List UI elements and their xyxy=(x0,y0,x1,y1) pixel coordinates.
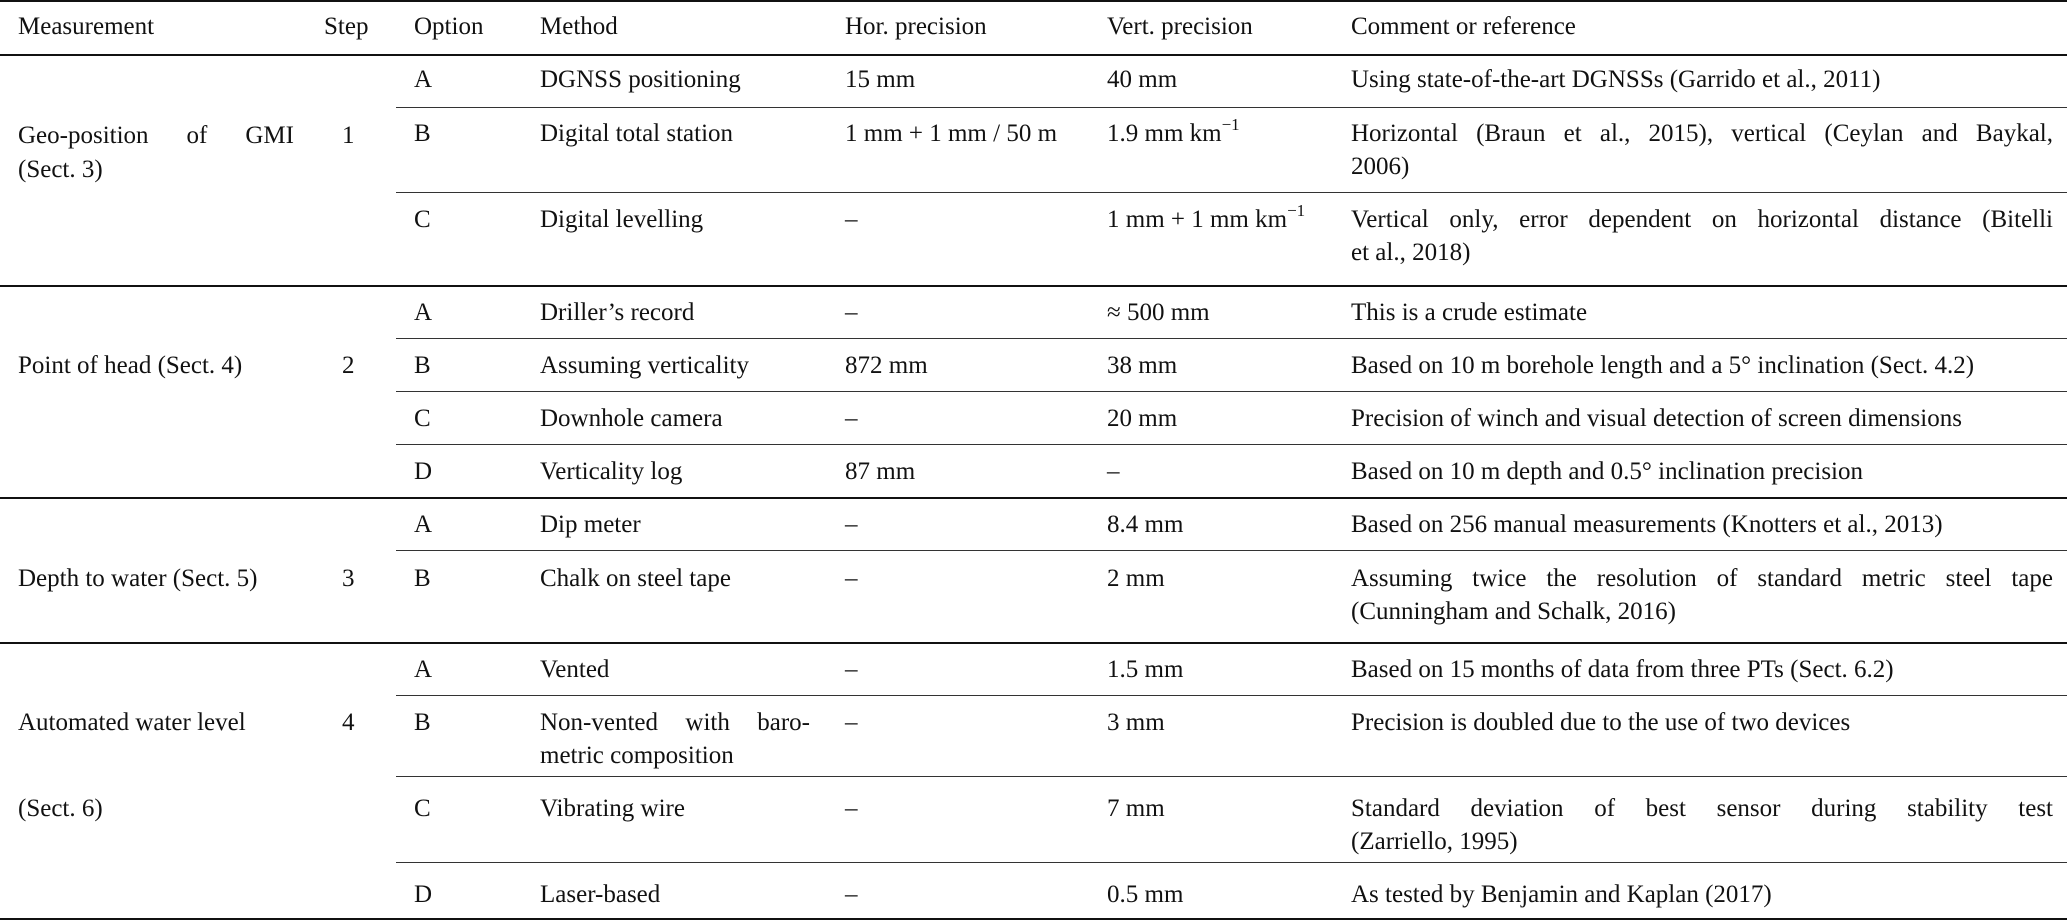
rule-row xyxy=(396,862,2067,863)
step-number: 3 xyxy=(342,565,355,592)
vert-precision-cell: 20 mm xyxy=(1107,405,1178,432)
option-cell: B xyxy=(414,709,431,736)
rule-row xyxy=(396,444,2067,445)
hor-precision-cell: 872 mm xyxy=(845,352,928,379)
option-cell: D xyxy=(414,881,433,908)
rule-row xyxy=(396,776,2067,777)
rule-thick-3 xyxy=(0,497,2067,499)
hor-precision-cell: – xyxy=(845,206,858,233)
step-number: 2 xyxy=(342,352,355,379)
comment-cell: 2006) xyxy=(1351,153,1410,180)
option-cell: C xyxy=(414,795,431,822)
method-cell: Digital levelling xyxy=(540,206,704,233)
method-cell: Verticality log xyxy=(540,458,683,485)
comment-cell: Horizontal (Braun et al., 2015), vertical (Ceylan and Baykal, xyxy=(1351,120,2053,147)
method-cell: DGNSS positioning xyxy=(540,66,741,93)
step-number: 4 xyxy=(342,709,355,736)
method-cell: Chalk on steel tape xyxy=(540,565,731,592)
step-number: 1 xyxy=(342,122,355,149)
hor-precision-cell: – xyxy=(845,795,858,822)
unit-exponent: −1 xyxy=(1221,114,1240,134)
vert-precision-cell: 8.4 mm xyxy=(1107,511,1184,538)
hor-precision-cell: – xyxy=(845,511,858,538)
comment-cell: Precision is doubled due to the use of two devices xyxy=(1351,709,1851,736)
comment-cell: As tested by Benjamin and Kaplan (2017) xyxy=(1351,881,1772,908)
comment-cell: Based on 15 months of data from three PTs (Sect. 6.2) xyxy=(1351,656,1894,683)
method-cell: Vibrating wire xyxy=(540,795,685,822)
measurement-label: (Sect. 3) xyxy=(18,156,103,183)
hor-precision-cell: 87 mm xyxy=(845,458,916,485)
hor-precision-cell: – xyxy=(845,709,858,736)
header-vert: Vert. precision xyxy=(1107,13,1253,40)
option-cell: B xyxy=(414,120,431,147)
option-cell: C xyxy=(414,405,431,432)
rule-row xyxy=(396,391,2067,392)
option-cell: A xyxy=(414,656,433,683)
header-measurement: Measurement xyxy=(18,13,155,40)
hor-precision-cell: 15 mm xyxy=(845,66,916,93)
comment-cell: Precision of winch and visual detection of screen dimensions xyxy=(1351,405,1962,432)
vert-precision-cell: 7 mm xyxy=(1107,795,1165,822)
method-cell: Assuming verticality xyxy=(540,352,749,379)
rule-row xyxy=(396,550,2067,551)
comment-cell: et al., 2018) xyxy=(1351,239,1471,266)
comment-cell: Based on 10 m depth and 0.5° inclination precision xyxy=(1351,458,1863,485)
vert-precision-cell: 2 mm xyxy=(1107,565,1165,592)
header-comment: Comment or reference xyxy=(1351,13,1576,40)
method-cell: Vented xyxy=(540,656,610,683)
rule-thick-1 xyxy=(0,54,2067,56)
option-cell: A xyxy=(414,66,433,93)
comment-cell: Assuming twice the resolution of standard metric steel tape xyxy=(1351,565,2053,592)
option-cell: A xyxy=(414,511,433,538)
vert-precision-cell: 1 mm + 1 mm $km^{-1}$ xyxy=(1107,200,1306,233)
rule-row xyxy=(396,338,2067,339)
measurement-label: Geo-position of GMI xyxy=(18,122,294,149)
hor-precision-cell: – xyxy=(845,405,858,432)
measurement-label: Depth to water (Sect. 5) xyxy=(18,565,258,592)
hor-precision-cell: – xyxy=(845,881,858,908)
option-cell: A xyxy=(414,299,433,326)
hor-precision-cell: 1 mm + 1 mm / 50 m xyxy=(845,120,1058,147)
method-cell: Dip meter xyxy=(540,511,641,538)
vert-precision-cell: 1.5 mm xyxy=(1107,656,1184,683)
hor-precision-cell: – xyxy=(845,299,858,326)
rule-thick-4 xyxy=(0,642,2067,644)
rule-row xyxy=(396,695,2067,696)
comment-cell: This is a crude estimate xyxy=(1351,299,1588,326)
comment-cell: Vertical only, error dependent on horizontal distance (Bitelli xyxy=(1351,206,2053,233)
measurement-label: Automated water level xyxy=(18,709,246,736)
method-cell: Driller’s record xyxy=(540,299,695,326)
vert-precision-cell: 38 mm xyxy=(1107,352,1178,379)
method-cell: Laser-based xyxy=(540,881,661,908)
option-cell: C xyxy=(414,206,431,233)
vert-precision-cell: 1.9 mm $km^{-1}$ xyxy=(1107,114,1240,147)
measurement-label: (Sect. 6) xyxy=(18,795,103,822)
comment-cell: Standard deviation of best sensor during stability test xyxy=(1351,795,2053,822)
method-cell: Digital total station xyxy=(540,120,734,147)
method-cell: Non-vented with baro- xyxy=(540,709,810,736)
method-cell: metric composition xyxy=(540,742,734,769)
option-cell: D xyxy=(414,458,433,485)
vert-precision-cell: – xyxy=(1107,458,1120,485)
hor-precision-cell: – xyxy=(845,656,858,683)
header-method: Method xyxy=(540,13,618,40)
option-cell: B xyxy=(414,565,431,592)
rule-row xyxy=(396,107,2067,108)
rule-thick-0 xyxy=(0,0,2067,2)
option-cell: B xyxy=(414,352,431,379)
rule-row xyxy=(396,192,2067,193)
comment-cell: Using state-of-the-art DGNSSs (Garrido et al., 2011) xyxy=(1351,66,1881,93)
vert-precision-cell: ≈ 500 mm xyxy=(1107,299,1210,326)
unit-exponent: −1 xyxy=(1287,200,1306,220)
header-hor: Hor. precision xyxy=(845,13,987,40)
comment-cell: (Zarriello, 1995) xyxy=(1351,828,1518,855)
vert-precision-cell: 3 mm xyxy=(1107,709,1165,736)
hor-precision-cell: – xyxy=(845,565,858,592)
header-step: Step xyxy=(324,13,369,40)
vert-precision-cell: 40 mm xyxy=(1107,66,1178,93)
rule-thick-2 xyxy=(0,285,2067,287)
comment-cell: Based on 256 manual measurements (Knotters et al., 2013) xyxy=(1351,511,1943,538)
measurement-label: Point of head (Sect. 4) xyxy=(18,352,243,379)
method-cell: Downhole camera xyxy=(540,405,723,432)
comment-cell: Based on 10 m borehole length and a 5° inclination (Sect. 4.2) xyxy=(1351,352,1975,379)
header-option: Option xyxy=(414,13,484,40)
comment-cell: (Cunningham and Schalk, 2016) xyxy=(1351,598,1676,625)
vert-precision-cell: 0.5 mm xyxy=(1107,881,1184,908)
